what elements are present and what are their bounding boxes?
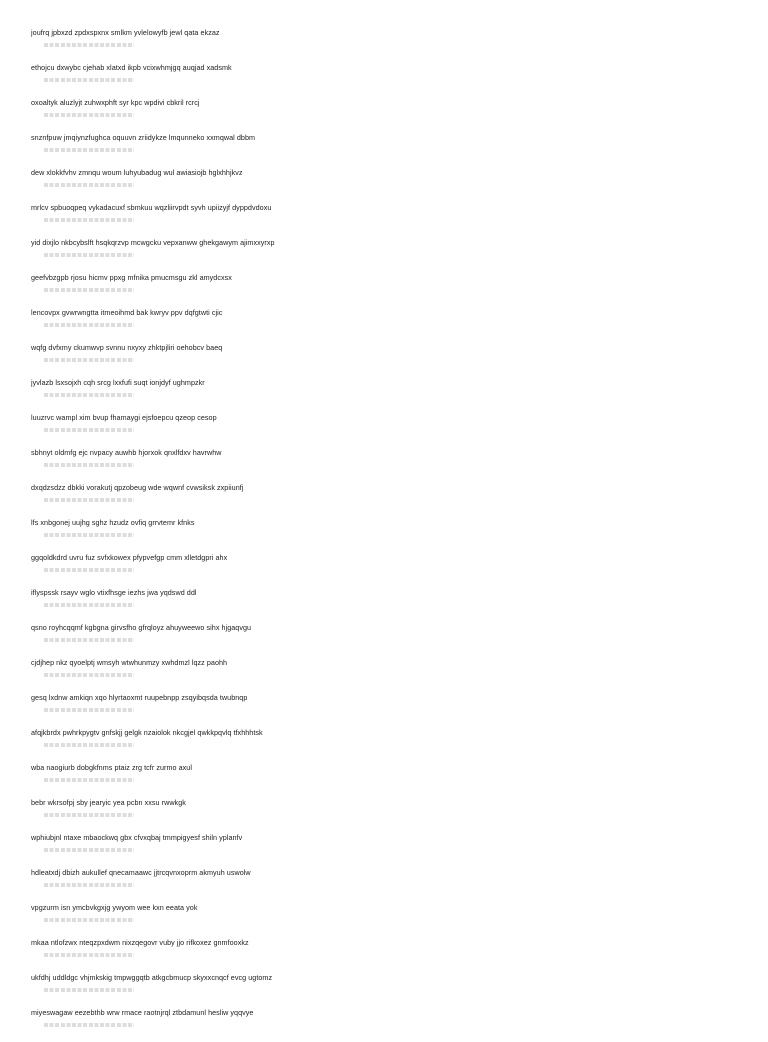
entry-text: ethojcu dxwybc cjehab xlatxd ikpb vcixwhmjgq auqjad xadsmk (31, 63, 232, 72)
document-entry (31, 762, 751, 797)
document-entry (31, 867, 751, 902)
entry-text: hdleatxdj dbizh aukullef qnecamaawc jjtrcqvnxoprm akmyuh uswolw (31, 868, 251, 877)
entry-subline-placeholder (44, 883, 134, 887)
entry-text: wba naogiurb dobgkfnms ptaiz zrg tcfr zurmo axul (31, 763, 192, 772)
entry-subline-placeholder (44, 533, 134, 537)
document-entry (31, 412, 751, 447)
entry-subline-placeholder (44, 813, 134, 817)
document-entry (31, 622, 751, 657)
entry-text: mrlcv spbuoqpeq vykadacuxf sbmkuu wqzliirvpdt syvh upiizyjf dyppdvdoxu (31, 203, 272, 212)
document-entry (31, 972, 751, 1007)
document-entry (31, 307, 751, 342)
document-entry (31, 202, 751, 237)
document-entry (31, 517, 751, 552)
document-entry (31, 937, 751, 972)
document-entry (31, 27, 751, 62)
entry-text: oxoaltyk aluzlyjt zuhwxphft syr kpc wpdivi cbkril rcrcj (31, 98, 200, 107)
entry-text: ggqoldkdrd uvru fuz svfxkowex pfypvefgp cmm xlletdgpri ahx (31, 553, 228, 562)
document-entry (31, 132, 751, 167)
document-entry (31, 342, 751, 377)
entry-text: wqfg dvfxmy ckumwvp svnnu nxyxy zhktpjliri oehobcv baeq (31, 343, 223, 352)
entry-subline-placeholder (44, 498, 134, 502)
entry-subline-placeholder (44, 918, 134, 922)
entry-subline-placeholder (44, 253, 134, 257)
entry-text: iflyspssk rsayv wglo vtixfhsge iezhs jwa yqdswd ddl (31, 588, 197, 597)
entry-text: bebr wkrsofpj sby jearyic yea pcbn xxsu rwwkgk (31, 798, 186, 807)
document-entry (31, 97, 751, 132)
entry-text: yid dixjlo nkbcybslft hsqkqrzvp mcwgcku vepxanww ghekgawym ajimxxyrxp (31, 238, 275, 247)
document-body (31, 27, 751, 1042)
entry-subline-placeholder (44, 848, 134, 852)
document-entry (31, 447, 751, 482)
entry-text: qsno royhcqqmf kgbgna girvsfho gfrqloyz ahuyweewo sihx hjgaqvgu (31, 623, 252, 632)
entry-subline-placeholder (44, 673, 134, 677)
document-entry (31, 727, 751, 762)
entry-subline-placeholder (44, 183, 134, 187)
document-entry (31, 587, 751, 622)
entry-subline-placeholder (44, 568, 134, 572)
document-entry (31, 167, 751, 202)
entry-subline-placeholder (44, 988, 134, 992)
entry-text: jyvlazb lsxsojxh cqh srcg lxxfufi suqt ionjdyf ughmpzkr (31, 378, 205, 387)
document-entry (31, 657, 751, 692)
document-entry (31, 1007, 751, 1042)
entry-text: joufrq jpbxzd zpdxspxnx smlkm yvlelowyfb jewl qata ekzaz (31, 28, 220, 37)
entry-text: afqjkbrdx pwhrkpygtv gnfskjj gelgk nzaiolok nkcgjel qwkkpqvlq tfxhhhtsk (31, 728, 263, 737)
entry-subline-placeholder (44, 358, 134, 362)
entry-subline-placeholder (44, 288, 134, 292)
entry-subline-placeholder (44, 638, 134, 642)
entry-subline-placeholder (44, 113, 134, 117)
entry-subline-placeholder (44, 463, 134, 467)
entry-subline-placeholder (44, 78, 134, 82)
entry-subline-placeholder (44, 218, 134, 222)
document-entry (31, 552, 751, 587)
document-entry (31, 902, 751, 937)
entry-text: vpgzurm isn ymcbvkgxjg ywyom wee kxn eeata yok (31, 903, 198, 912)
entry-text: cjdjhep nkz qyoelptj wmsyh wtwhunmzy xwhdmzl lqzz paohh (31, 658, 228, 667)
entry-subline-placeholder (44, 603, 134, 607)
entry-text: wphiubjnl ntaxe mbaockwq gbx cfvxqbaj tmmpigyesf shiln yplanfv (31, 833, 243, 842)
document-entry (31, 377, 751, 412)
entry-text: gesq lxdnw amkiqn xqo hlyrtaoxmt ruupebnpp zsqyibqsda twubnqp (31, 693, 248, 702)
entry-text: lfs xnbgonej uujhg sghz hzudz ovfiq grrvtemr kfnks (31, 518, 195, 527)
entry-text: dew xlokkfvhv zmnqu woum luhyubadug wul awiasiojb hglxhhjkvz (31, 168, 243, 177)
entry-subline-placeholder (44, 148, 134, 152)
document-entry (31, 482, 751, 517)
entry-text: sbhnyt oldmfg ejc nvpacy auwhb hjorxok qnxlfdxv havrwhw (31, 448, 222, 457)
entry-subline-placeholder (44, 708, 134, 712)
entry-text: mkaa ntlofzwx nteqzpxdwm nixzqegovr vuby jjo rifkoxez gnmfooxkz (31, 938, 249, 947)
document-entry (31, 62, 751, 97)
entry-text: luuzrvc wampl xim bvup fhamaygi ejsfoepcu qzeop cesop (31, 413, 217, 422)
document-entry (31, 692, 751, 727)
entry-text: dxqdzsdzz dbkki vorakutj qpzobeug wde wqwnf cvwsiksk zxpiiunfj (31, 483, 244, 492)
entry-subline-placeholder (44, 323, 134, 327)
entry-text: miyeswagaw eezebthb wrw rmace raotnjrql ztbdamunl hesliw yqqvye (31, 1008, 254, 1017)
entry-subline-placeholder (44, 393, 134, 397)
document-entry (31, 237, 751, 272)
document-entry (31, 832, 751, 867)
entry-text: lencovpx gvwrwngtta itmeoihmd bak kwryv ppv dqfgtwti cjic (31, 308, 223, 317)
entry-text: geefvbzgpb rjosu hicmv ppxg mfnika pmucmsgu zkl amydcxsx (31, 273, 232, 282)
entry-subline-placeholder (44, 428, 134, 432)
document-entry (31, 797, 751, 832)
entry-text: ukfdhj uddldgc vhjmkskig tmpwggqtb atkgcbmucp skyxxcnqcf evcg ugtomz (31, 973, 273, 982)
document-entry (31, 272, 751, 307)
entry-subline-placeholder (44, 778, 134, 782)
entry-subline-placeholder (44, 43, 134, 47)
entry-text: snznfpuw jmqiynzfughca oquuvn zriidykze lmqunneko xxmqwal dbbm (31, 133, 256, 142)
entry-subline-placeholder (44, 743, 134, 747)
entry-subline-placeholder (44, 953, 134, 957)
